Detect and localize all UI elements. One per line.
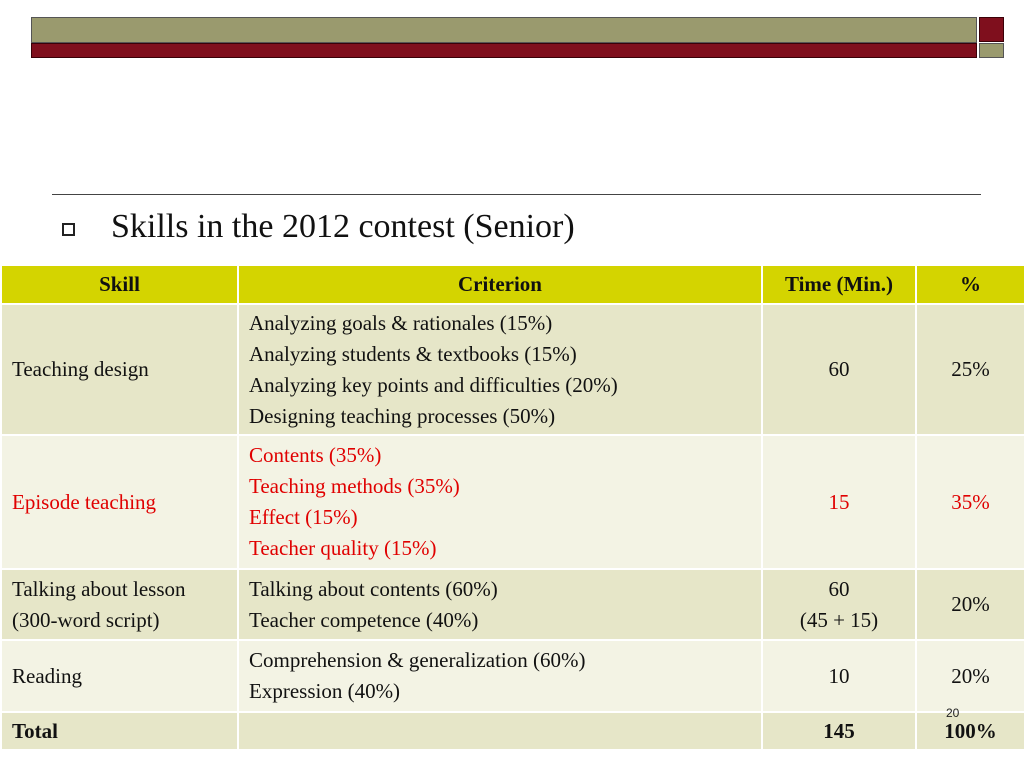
skill-line: Talking about lesson [12,576,186,601]
criterion-line: Analyzing key points and difficulties (20%) [249,372,618,397]
criterion-line: Effect (15%) [249,505,358,529]
criterion-line: Analyzing students & textbooks (15%) [249,341,577,366]
criterion-line: Teacher competence (40%) [249,607,479,632]
slide-number: 20 [946,706,960,720]
header-time: Time (Min.) [762,265,916,304]
skill-cell: Reading [1,640,238,712]
percent-cell: 20% [916,569,1024,640]
criterion-line: Comprehension & generalization (60%) [249,648,586,672]
table-row [1,569,1024,640]
criterion-cell [238,569,762,640]
criterion-line: Expression (40%) [249,679,401,703]
percent-cell: 25% [916,304,1024,435]
table-row-highlighted [1,435,1024,569]
criterion-cell [238,640,762,712]
criterion-line: Teacher quality (15%) [249,536,437,560]
header-olive-bar [31,17,977,43]
criterion-cell [238,435,762,569]
title-divider [52,194,981,195]
bullet-item [62,208,575,246]
time-line: 60 [828,576,850,601]
hollow-square-icon [62,223,75,236]
criterion-line: Analyzing goals & rationales (15%) [249,310,553,335]
time-cell [762,569,916,640]
header-olive-square [979,43,1004,58]
criterion-line: Talking about contents (60%) [249,576,498,601]
header-criterion: Criterion [238,265,762,304]
skills-table [0,264,1024,751]
percent-cell: 20% [916,640,1024,712]
header-percent: % [916,265,1024,304]
skill-cell [1,569,238,640]
time-cell: 10 [762,640,916,712]
criterion-line: Contents (35%) [249,443,382,467]
time-cell: 15 [762,435,916,569]
total-time: 145 [762,712,916,750]
header-skill: Skill [1,265,238,304]
total-percent: 100% [916,712,1024,750]
time-cell: 60 [762,304,916,435]
criterion-line: Designing teaching processes (50%) [249,403,556,428]
table-row [1,304,1024,435]
criterion-line: Teaching methods (35%) [249,474,460,498]
percent-cell: 35% [916,435,1024,569]
header-maroon-square [979,17,1004,42]
skill-line: (300-word script) [12,607,160,632]
total-criterion [238,712,762,750]
time-line: (45 + 15) [799,607,879,632]
total-row [1,712,1024,750]
total-label: Total [1,712,238,750]
criterion-cell [238,304,762,435]
skill-cell: Episode teaching [1,435,238,569]
bullet-text: Skills in the 2012 contest (Senior) [111,208,575,245]
skill-cell: Teaching design [1,304,238,435]
table-row [1,640,1024,712]
table-header-row [1,265,1024,304]
header-maroon-bar [31,43,977,58]
